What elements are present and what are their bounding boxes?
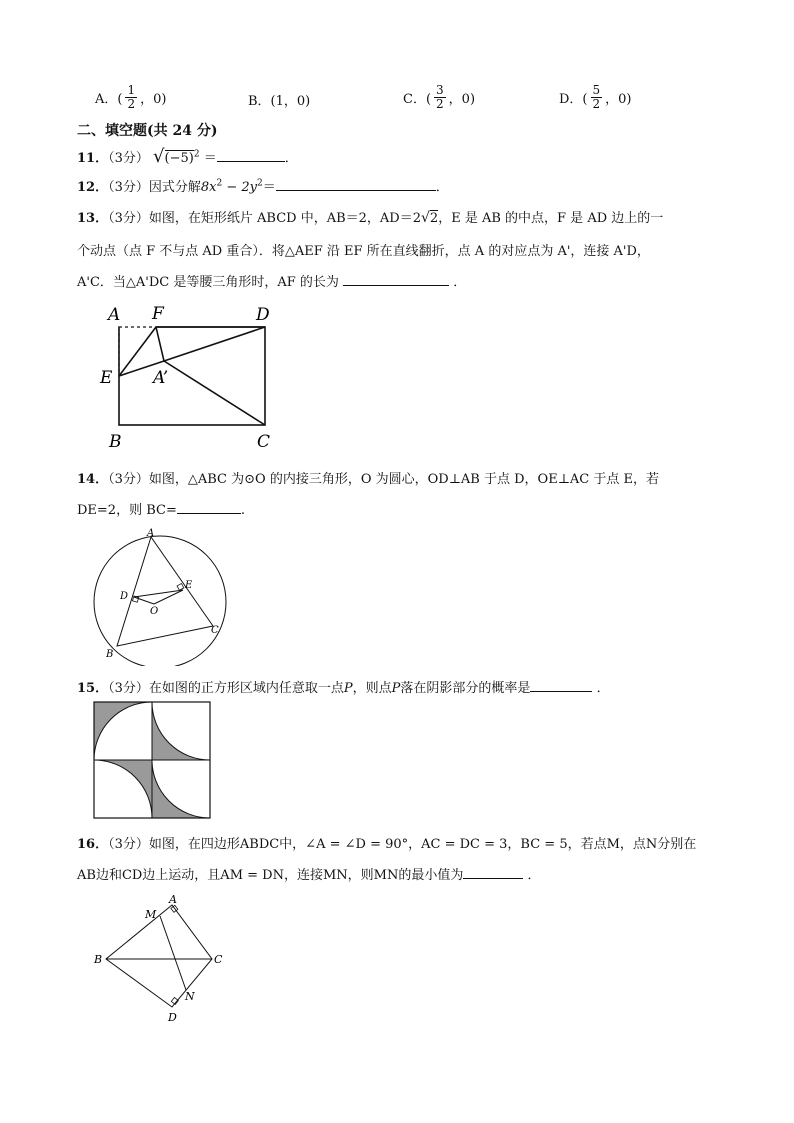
q15-square-figure — [93, 701, 213, 823]
q11-score: （3分） — [108, 151, 149, 166]
option-a-prefix: A．( — [95, 92, 123, 107]
q12-equals: ＝ — [262, 180, 276, 195]
q14-right-angle-e — [177, 584, 184, 591]
question-14-line2 — [77, 499, 245, 518]
question-12: 12．（3分）因式分解$8x^2 - 2y^2=$ ． — [77, 178, 449, 195]
q14-number: 14． — [77, 472, 109, 487]
q13-line1-a: 如图，在矩形纸片 ABCD 中，AB＝2，AD＝2 — [148, 211, 421, 226]
option-c — [403, 84, 475, 111]
q16-number: 16． — [77, 837, 109, 852]
section-heading: 二、填空题(共 24 分) — [77, 123, 218, 139]
q15-text-b: ，则点 — [352, 681, 392, 696]
question-16-line1 — [77, 833, 696, 852]
q16-label-m: M — [145, 908, 157, 921]
q14-answer-blank[interactable] — [177, 501, 241, 514]
q12-number: 12． — [77, 180, 109, 195]
question-14-line1 — [77, 468, 659, 487]
q13-label-f: F — [152, 304, 164, 324]
q12-expr-b: − 2y — [222, 180, 258, 195]
q13-segment-ac — [164, 361, 265, 425]
q15-shade-bottom-left — [94, 760, 152, 818]
q15-point-p-1: P — [343, 681, 353, 696]
q12-text: 因式分解 — [148, 180, 201, 195]
option-b — [248, 90, 310, 109]
q14-label-c: C — [211, 625, 219, 636]
q14-line2-text: DE=2，则 BC= — [77, 503, 177, 518]
q11-exponent: 2 — [193, 149, 200, 160]
q14-label-e: E — [185, 580, 193, 591]
option-b-text: B．(1，0) — [248, 94, 311, 109]
q12-exp-b: 2 — [257, 178, 263, 189]
q12-score: （3分） — [108, 180, 149, 195]
q15-text-a: 在如图的正方形区域内任意取一点 — [148, 681, 344, 696]
option-a-suffix: ，0) — [140, 92, 167, 107]
q14-triangle-abc — [117, 537, 213, 646]
q16-label-b: B — [94, 953, 103, 966]
q16-period: ． — [527, 868, 541, 883]
q16-label-c: C — [214, 953, 223, 966]
q15-point-p-2: P — [391, 681, 401, 696]
q11-number: 11． — [77, 151, 109, 166]
option-c-suffix: ，0) — [448, 92, 476, 107]
q13-period: ． — [453, 275, 467, 290]
q15-score: （3分） — [108, 681, 149, 696]
option-c-prefix: C．( — [403, 92, 432, 107]
q13-sqrt-value: 2 — [429, 211, 439, 226]
q14-label-a: A — [147, 528, 155, 539]
q13-segment-ef — [119, 327, 156, 376]
q13-line3-text: A'C．当△A'DC 是等腰三角形时，AF 的长为 — [77, 275, 339, 290]
q13-label-d: D — [256, 305, 270, 325]
q15-text-c: 落在阴影部分的概率是 — [400, 681, 531, 696]
q14-label-d: D — [120, 591, 129, 602]
q14-label-b: B — [106, 649, 114, 660]
q13-segment-fa — [156, 327, 164, 361]
q16-quad-abdc — [106, 905, 212, 1007]
q16-line1-text: 如图，在四边形ABDC中，∠A = ∠D = 90°，AC = DC = 3，BC = 5，若点M，点N分别在 — [148, 837, 697, 852]
q14-segment-od — [134, 597, 154, 604]
q13-segment-ad — [164, 327, 265, 361]
q16-label-d: D — [168, 1011, 177, 1024]
q11-sqrt-sign: √ — [153, 146, 165, 167]
q13-line1-b: ，E 是 AB 的中点，F 是 AD 边上的一 — [438, 211, 664, 226]
q11-equals: ＝ — [203, 151, 217, 166]
option-d — [559, 84, 631, 111]
q14-score: （3分） — [108, 472, 149, 487]
q12-answer-blank[interactable] — [276, 178, 436, 191]
q16-quadrilateral-figure — [90, 892, 230, 1027]
question-16-line2 — [77, 864, 541, 883]
q13-score: （3分） — [108, 211, 149, 226]
q13-rectangle-figure — [95, 300, 285, 455]
option-a-fraction: $\frac{1}{2}$ — [127, 83, 136, 111]
q13-answer-blank[interactable] — [343, 273, 449, 286]
option-c-fraction: $\frac{3}{2}$ — [436, 83, 444, 111]
option-a — [95, 84, 166, 111]
q11-expr: (−5) — [164, 151, 194, 166]
option-d-prefix: D．( — [559, 92, 588, 107]
q13-label-a-prime: A’ — [153, 368, 169, 388]
q12-expr-a: 8x — [200, 180, 217, 195]
q14-circle-figure — [88, 526, 238, 666]
q15-period: ． — [596, 681, 610, 696]
question-15 — [77, 677, 610, 696]
question-13-line3 — [77, 271, 466, 290]
q13-label-a: A — [108, 305, 121, 325]
q15-number: 15． — [77, 681, 109, 696]
q15-answer-blank[interactable] — [530, 679, 592, 692]
q16-segment-mn — [160, 916, 186, 990]
q13-label-c: C — [257, 432, 271, 452]
q13-label-b: B — [109, 432, 122, 452]
option-d-fraction: $\frac{5}{2}$ — [592, 83, 601, 111]
q15-shade-top-right — [152, 702, 210, 760]
q14-label-o: O — [150, 606, 159, 617]
question-11: 11．（3分） $√(-5)^2$ ＝ ． — [77, 146, 298, 167]
q16-answer-blank[interactable] — [463, 866, 523, 879]
q13-number: 13． — [77, 211, 109, 226]
question-13-line1: 13．（3分）如图，在矩形纸片 ABCD 中，AB＝2，AD＝2√2，E 是 AB 的中点，F 是 AD 边上的一 — [77, 210, 664, 226]
q15-shade-top-left — [94, 702, 152, 760]
q14-period: . — [240, 503, 245, 518]
q16-score: （3分） — [108, 837, 149, 852]
q11-answer-blank[interactable] — [217, 149, 285, 162]
option-d-suffix: ，0) — [605, 92, 632, 107]
q14-line1-text: 如图，△ABC 为⊙O 的内接三角形，O 为圆心，OD⊥AB 于点 D，OE⊥AC 于点 E，若 — [148, 472, 660, 487]
question-13-line2: 个动点（点 F 不与点 AD 重合）．将△AEF 沿 EF 所在直线翻折，点 A 的对应点为 A'，连接 A'D， — [77, 244, 650, 259]
q16-line2-text: AB边和CD边上运动，且AM = DN，连接MN，则MN的最小值为 — [77, 868, 464, 883]
q12-exp-a: 2 — [216, 178, 223, 189]
q16-label-n: N — [185, 990, 195, 1003]
q13-label-e: E — [100, 368, 113, 388]
q16-label-a: A — [169, 893, 177, 906]
